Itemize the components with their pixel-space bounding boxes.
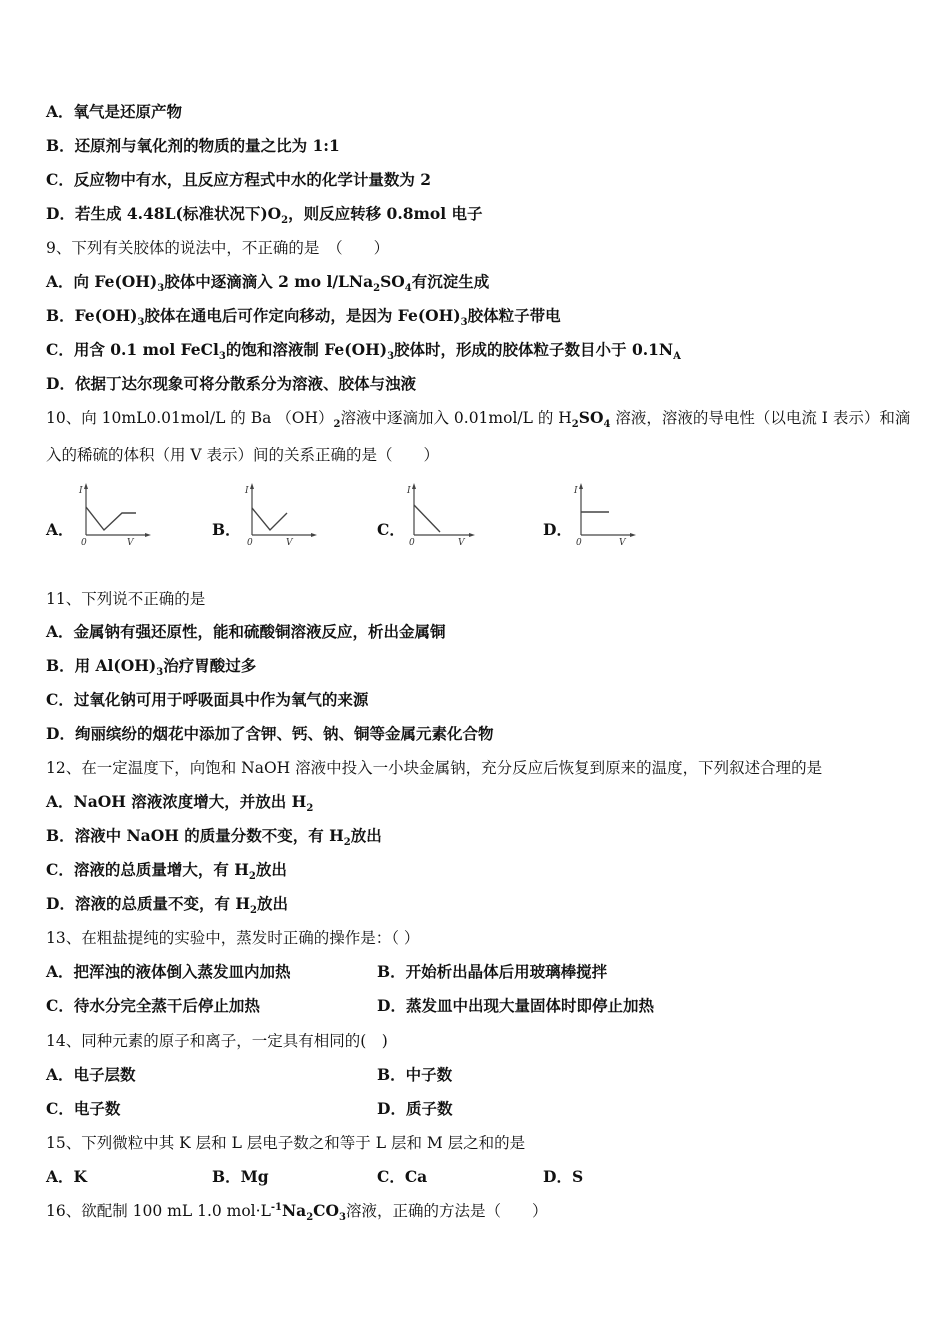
q13-option-b: B．开始析出晶体后用玻璃棒搅拌 (377, 962, 608, 981)
q14-option-a: A．电子层数 (46, 1065, 136, 1084)
svg-text:V: V (619, 538, 626, 546)
q14-option-c: C．电子数 (46, 1099, 121, 1118)
q16-stem: 16、欲配制 100 mL 1.0 $mol\cdot L^{-1}Na_2CO_3$溶液，正确的方法是（ ） (46, 1201, 548, 1224)
q8-option-b: B．还原剂与氧化剂的物质的量之比为 1:1 (46, 136, 340, 155)
q8-option-a: A．氧气是还原产物 (46, 102, 183, 121)
q12-option-b: B．溶液中 NaOH 的质量分数不变，有 $H_2$放出 (46, 826, 382, 849)
q15-option-c: C．Ca (377, 1167, 428, 1186)
q9-option-c: C．用含 0.1 mol FeCl$_3$的饱和溶液制 $Fe(OH)_3$胶体时，形成的胶体粒子数目小于 $0.1N_A$ (46, 340, 681, 363)
q15-option-b: B．Mg (212, 1167, 269, 1186)
q10-option-d-label: D． (543, 520, 572, 539)
q10-graph-b (242, 480, 322, 546)
q12-stem: 12、在一定温度下，向饱和 NaOH 溶液中投入一小块金属钠，充分反应后恢复到原来的温度，下列叙述合理的是 (46, 759, 823, 777)
q13-option-d: D．蒸发皿中出现大量固体时即停止加热 (377, 996, 654, 1015)
q10-option-a-label: A． (46, 520, 74, 539)
svg-text:0: 0 (81, 538, 87, 546)
q15-option-a: A．K (46, 1167, 87, 1186)
q12-option-c: C．溶液的总质量增大，有 $H_2$放出 (46, 860, 287, 883)
q10-graph-b-curve (252, 508, 287, 530)
q11-option-d: D．绚丽缤纷的烟花中添加了含钾、钙、钠、铜等金属元素化合物 (46, 724, 494, 743)
q14-option-b: B．中子数 (377, 1065, 453, 1084)
q15-stem: 15、下列微粒中其 K 层和 L 层电子数之和等于 L 层和 M 层之和的是 (46, 1134, 526, 1152)
svg-text:0: 0 (409, 538, 415, 546)
q13-option-a: A．把浑浊的液体倒入蒸发皿内加热 (46, 962, 291, 981)
q14-option-d: D．质子数 (377, 1099, 453, 1118)
svg-text:V: V (458, 538, 465, 546)
q10-option-c-label: C． (377, 520, 405, 539)
q10-graph-c-curve (414, 505, 440, 532)
q9-option-d: D．依据丁达尔现象可将分散系分为溶液、胶体与浊液 (46, 374, 416, 393)
q10-option-b-label: B． (212, 520, 241, 539)
svg-text:I: I (245, 486, 249, 496)
svg-text:I: I (79, 486, 83, 496)
svg-text:I: I (407, 486, 411, 496)
q10-graph-a-curve (86, 507, 136, 530)
q14-stem: 14、同种元素的原子和离子，一定具有相同的( ) (46, 1032, 388, 1050)
q9-option-b: B．$Fe(OH)_3$胶体在通电后可作定向移动，是因为 $Fe(OH)_3$胶体粒子带电 (46, 306, 561, 329)
q13-option-c: C．待水分完全蒸干后停止加热 (46, 996, 260, 1015)
q10-stem: 10、向 10mL0.01mol/L 的 Ba $(OH)_2$溶液中逐滴加入 0.01mol/L 的 $H_2SO_4$ 溶液，溶液的导电性（以电流 I 表示）和滴 (46, 408, 911, 431)
svg-text:0: 0 (247, 538, 253, 546)
q15-option-d: D．S (543, 1167, 584, 1186)
q13-stem: 13、在粗盐提纯的实验中，蒸发时正确的操作是：（ ） (46, 929, 420, 947)
svg-text:V: V (286, 538, 293, 546)
q8-option-c: C．反应物中有水，且反应方程式中水的化学计量数为 2 (46, 170, 432, 189)
svg-text:0: 0 (576, 538, 582, 546)
svg-text:I: I (574, 486, 578, 496)
q9-option-a: A．向 $Fe(OH)_3$胶体中逐滴滴入 2 mo $l/LNa_2SO_4$有沉淀生成 (46, 272, 490, 295)
q8-option-d: D．若生成 4.48L(标准状况下)$O_2$，则反应转移 0.8mol 电子 (46, 204, 483, 227)
svg-text:V: V (127, 538, 134, 546)
q11-option-a: A．金属钠有强还原性，能和硫酸铜溶液反应，析出金属铜 (46, 622, 446, 641)
q12-option-d: D．溶液的总质量不变，有 $H_2$放出 (46, 894, 288, 917)
q10-graph-a (76, 480, 156, 546)
q11-stem: 11、下列说不正确的是 (46, 590, 206, 608)
q11-option-c: C．过氧化钠可用于呼吸面具中作为氧气的来源 (46, 690, 369, 709)
q12-option-a: A．NaOH 溶液浓度增大，并放出 $H_2$ (46, 792, 314, 815)
q10-graph-c (404, 480, 484, 546)
q10-stem-line2: 入的稀硫的体积（用 V 表示）间的关系正确的是（ ） (46, 446, 440, 464)
q11-option-b: B．用 $Al(OH)_3$治疗胃酸过多 (46, 656, 257, 679)
q10-graph-d (571, 480, 651, 546)
q9-stem: 9、下列有关胶体的说法中，不正确的是 （ ） (46, 239, 390, 257)
